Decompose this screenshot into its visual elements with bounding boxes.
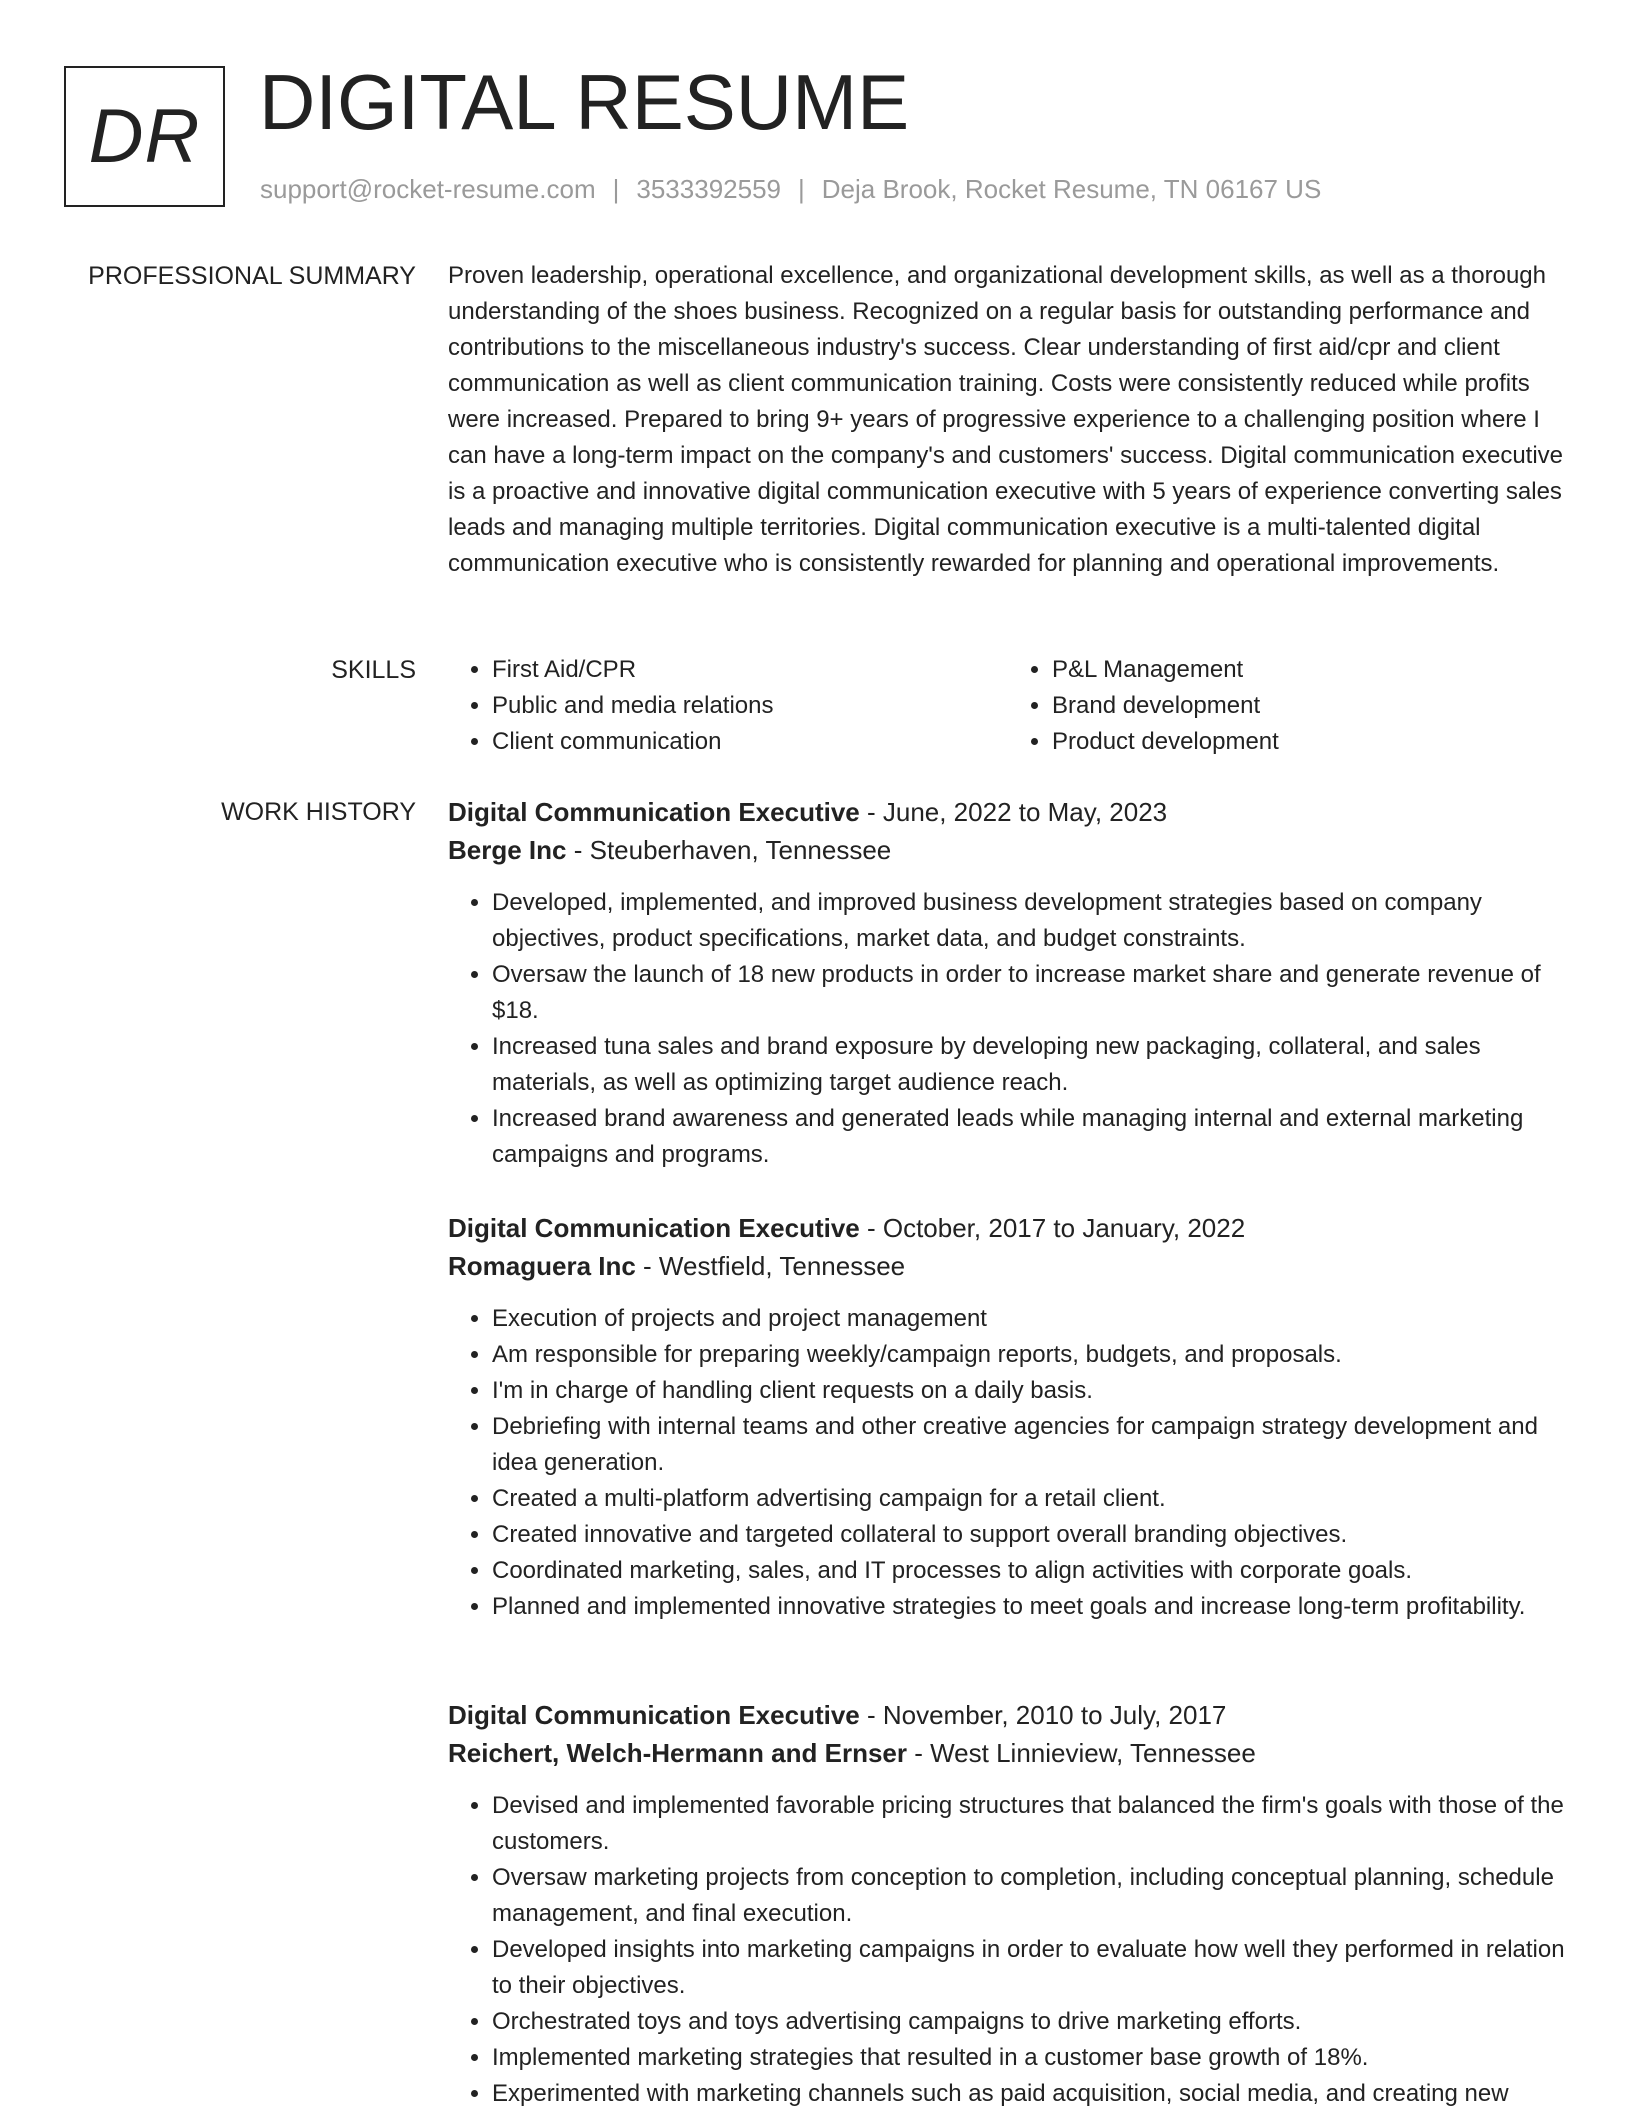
job-bullet: • I'm in charge of handling client requests on a daily basis. [492,1373,1568,1409]
job-bullet: • Orchestrated toys and toys advertising campaigns to drive marketing efforts. [492,2004,1568,2040]
job-company: Romaguera Inc [448,1251,636,1281]
job-title-line [448,1209,1568,1247]
job-bullet: • Devised and implemented favorable pricing structures that balanced the firm's goals with those of the customers. [492,1788,1568,1860]
skill-item: • P&L Management [1052,652,1568,688]
skill-item: • Public and media relations [492,688,1008,724]
job-bullet: • Debriefing with internal teams and other creative agencies for campaign strategy development and idea generation. [492,1409,1568,1481]
job-bullets [448,1301,1568,1625]
job-company-line [448,831,1568,869]
skill-item: • First Aid/CPR [492,652,1008,688]
resume-name: DIGITAL RESUME [259,58,910,146]
job-location: - West Linnieview, Tennessee [907,1738,1256,1768]
job-bullets [448,885,1568,1173]
section-label-work: WORK HISTORY [221,798,416,826]
job-dates: - October, 2017 to January, 2022 [859,1213,1246,1243]
skill-item: • Brand development [1052,688,1568,724]
monogram-box [64,66,225,207]
job-title: Digital Communication Executive [448,1213,860,1243]
job-bullet: • Increased tuna sales and brand exposure by developing new packaging, collateral, and sales materials, as well as optimizing target audience reach. [492,1029,1568,1101]
job-bullet: • Planned and implemented innovative strategies to meet goals and increase long-term profitability. [492,1589,1568,1625]
job-bullet: • Developed, implemented, and improved business development strategies based on company objectives, product specifications, market data, and budget constraints. [492,885,1568,957]
job-company-line [448,1734,1568,1772]
job-bullet: • Created a multi-platform advertising campaign for a retail client. [492,1481,1568,1517]
skill-item: • Product development [1052,724,1568,760]
job-bullet: • Implemented marketing strategies that resulted in a customer base growth of 18%. [492,2040,1568,2076]
job-bullet: • Execution of projects and project management [492,1301,1568,1337]
job-company-line [448,1247,1568,1285]
job-entry [448,1209,1568,1625]
job-location: - Westfield, Tennessee [635,1251,906,1281]
job-title-line [448,1696,1568,1734]
contact-phone: 3533392559 [636,174,781,204]
monogram-initials: DR [88,94,201,179]
contact-address: Deja Brook, Rocket Resume, TN 06167 US [821,174,1322,204]
job-bullet: • Increased brand awareness and generated leads while managing internal and external marketing campaigns and programs. [492,1101,1568,1173]
job-bullet: • Oversaw the launch of 18 new products in order to increase market share and generate revenue of $18. [492,957,1568,1029]
job-company: Reichert, Welch-Hermann and Ernser [448,1738,907,1768]
job-bullet: • Developed insights into marketing campaigns in order to evaluate how well they performed in relation to their objectives. [492,1932,1568,2004]
job-title: Digital Communication Executive [448,797,860,827]
job-company: Berge Inc [448,835,567,865]
job-bullets [448,1788,1568,2112]
job-bullet: • Coordinated marketing, sales, and IT processes to align activities with corporate goals. [492,1553,1568,1589]
contact-separator: | [612,174,620,204]
job-entry [448,793,1568,1173]
section-label-summary: PROFESSIONAL SUMMARY [88,262,416,290]
job-location: - Steuberhaven, Tennessee [566,835,892,865]
job-title-line [448,793,1568,831]
contact-email: support@rocket-resume.com [260,174,596,204]
job-dates: - June, 2022 to May, 2023 [859,797,1168,827]
work-section [448,0,1568,2112]
skill-item: • Client communication [492,724,1008,760]
section-label-skills: SKILLS [331,656,416,684]
job-bullet: • Created innovative and targeted collateral to support overall branding objectives. [492,1517,1568,1553]
job-bullet: • Am responsible for preparing weekly/campaign reports, budgets, and proposals. [492,1337,1568,1373]
job-entry [448,1696,1568,2112]
job-title: Digital Communication Executive [448,1700,860,1730]
job-bullet: • Experimented with marketing channels such as paid acquisition, social media, and creating new [492,2076,1568,2112]
summary-text: Proven leadership, operational excellence, and organizational development skills, as well as a thorough understanding of the shoes business. Recognized on a regular basis for outstanding performance and contributions to the miscellaneous industry's success. Clear understanding of first aid/cpr and client communication as well as client communication training. Costs were consistently reduced while profits were increased. Prepared to bring 9+ years of progressive experience to a challenging position where I can have a long-term impact on the company's and customers' success. Digital communication executive is a proactive and innovative digital communication executive with 5 years of experience converting sales leads and managing multiple territories. Digital communication executive is a multi-talented digital communication executive who is consistently rewarded for planning and operational improvements. [448,262,1564,577]
job-bullet: • Oversaw marketing projects from conception to completion, including conceptual planning, schedule management, and final execution. [492,1860,1568,1932]
job-dates: - November, 2010 to July, 2017 [859,1700,1227,1730]
contact-separator: | [798,174,805,204]
